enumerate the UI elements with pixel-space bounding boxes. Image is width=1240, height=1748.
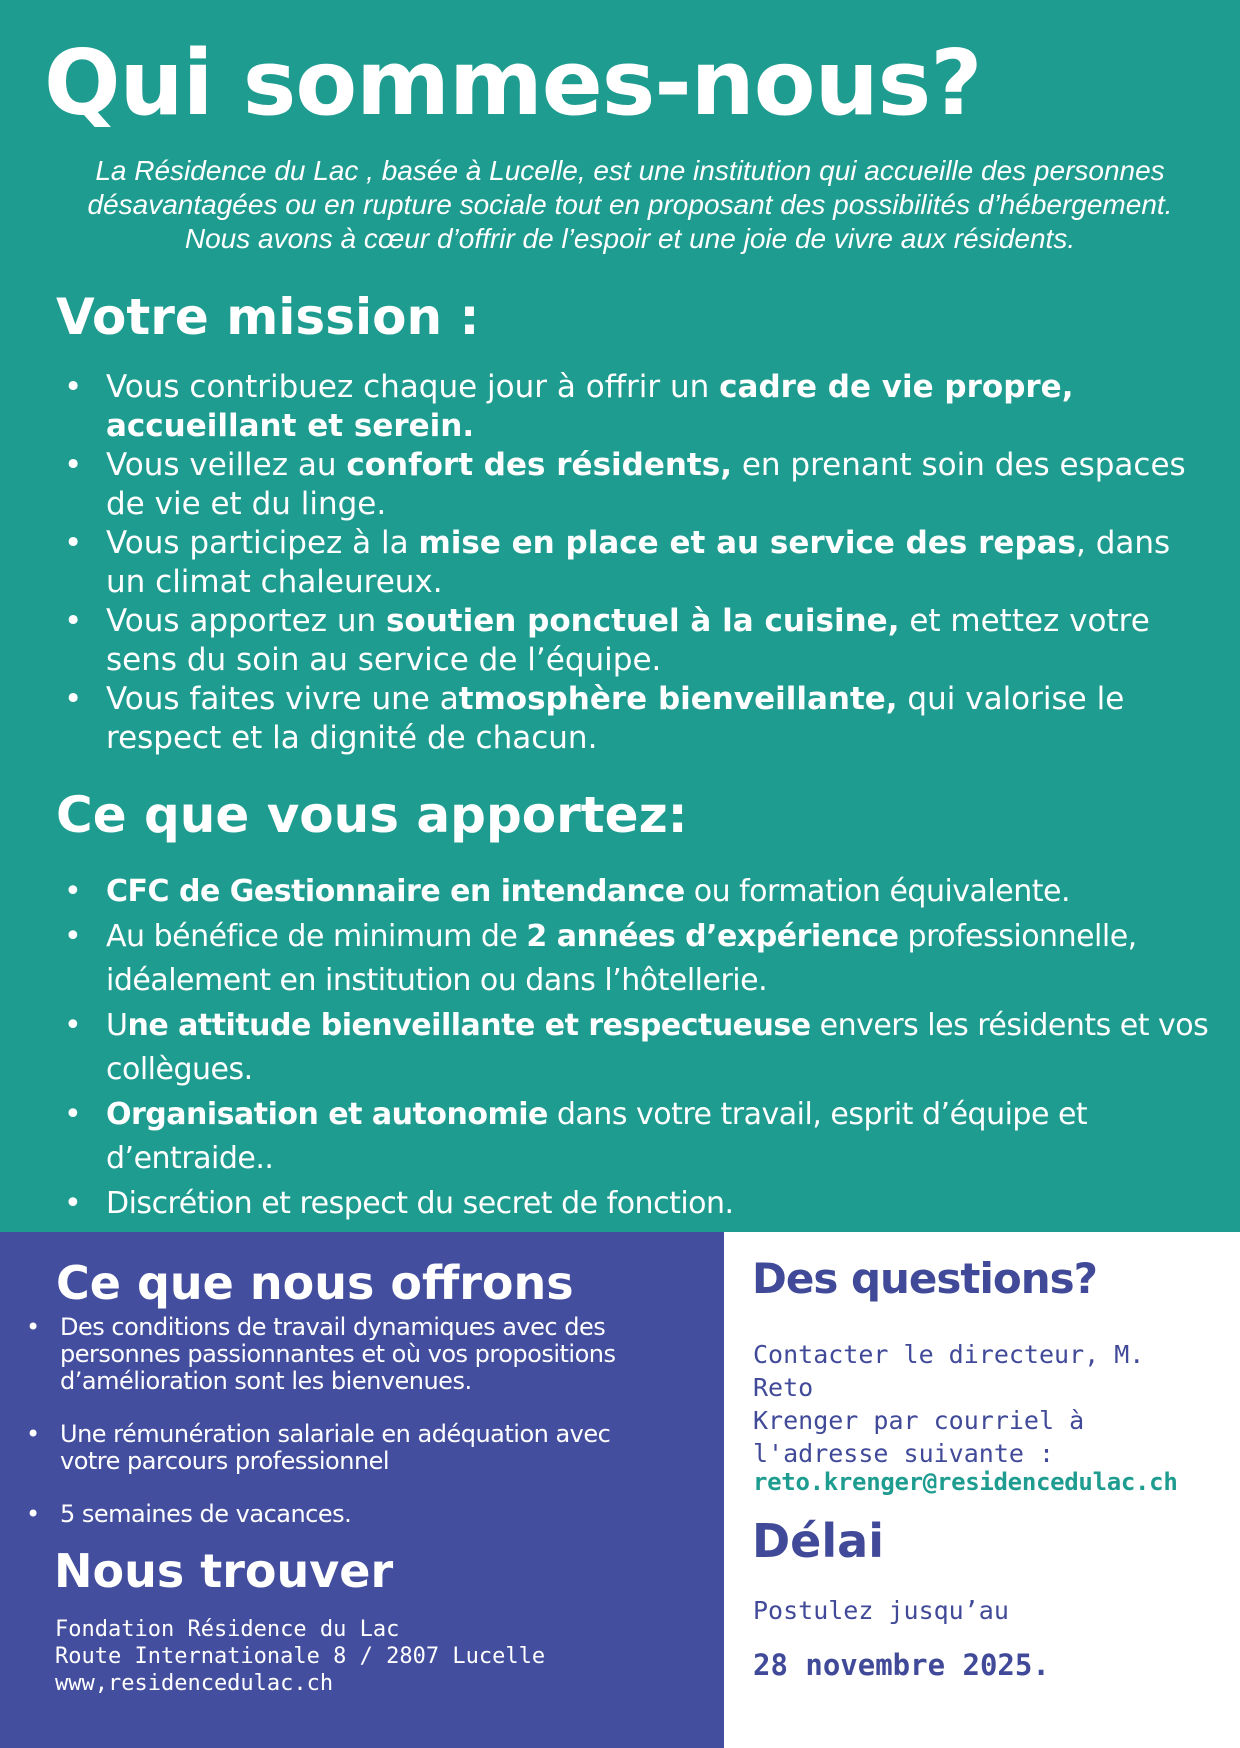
apportez-heading: Ce que vous apportez: xyxy=(56,786,688,844)
offrons-heading: Ce que nous offrons xyxy=(56,1256,574,1310)
address-line-organisation: Fondation Résidence du Lac xyxy=(55,1617,400,1642)
list-item: • Vous veillez au confort des résidents, en prenant soin des espaces de vie et du linge. xyxy=(62,446,1192,524)
list-item: • Une rémunération salariale en adéquation avec votre parcours professionnel xyxy=(26,1421,676,1475)
address-block xyxy=(55,1616,545,1697)
offer-panel xyxy=(0,1232,724,1748)
offrons-list xyxy=(26,1314,676,1528)
list-item: • Une attitude bienveillante et respectueuse envers les résidents et vos collègues. xyxy=(62,1004,1212,1093)
deadline-text: Postulez jusqu’au xyxy=(753,1596,1009,1625)
list-item: • Organisation et autonomie dans votre travail, esprit d’équipe et d’entraide.. xyxy=(62,1093,1212,1182)
list-item: • Vous contribuez chaque jour à offrir un cadre de vie propre, accueillant et serein. xyxy=(62,368,1192,446)
intro-paragraph: La Résidence du Lac , basée à Lucelle, est une institution qui accueille des personnes désavantagées ou en rupture sociale tout en proposant des possibilités d’hébergement. Nous avons à cœur d’offrir de l’espoir et une joie de vivre aux résidents. xyxy=(87,155,1173,254)
page-title: Qui sommes-nous? xyxy=(44,31,982,136)
trouver-heading: Nous trouver xyxy=(54,1544,394,1598)
list-item: • Vous participez à la mise en place et au service des repas, dans un climat chaleureux. xyxy=(62,524,1192,602)
mission-heading: Votre mission : xyxy=(56,288,480,346)
list-item: • Des conditions de travail dynamiques avec des personnes passionnantes et où vos propositions d’amélioration sont les bienvenues. xyxy=(26,1314,676,1395)
questions-heading: Des questions? xyxy=(752,1254,1098,1303)
address-line-street: Route Internationale 8 / 2807 Lucelle xyxy=(55,1644,546,1669)
list-item: • CFC de Gestionnaire en intendance ou formation équivalente. xyxy=(62,870,1212,915)
list-item: • Discrétion et respect du secret de fonction. xyxy=(62,1182,1212,1227)
website-text: www,residencedulac.ch xyxy=(55,1671,334,1696)
deadline-date: 28 novembre 2025. xyxy=(753,1648,1050,1682)
delai-heading: Délai xyxy=(752,1514,884,1568)
list-item: • Vous faites vivre une atmosphère bienveillante, qui valorise le respect et la dignité de chacun. xyxy=(62,680,1192,758)
email-address[interactable]: reto.krenger@residencedulac.ch xyxy=(753,1468,1178,1496)
list-item: • 5 semaines de vacances. xyxy=(26,1501,676,1528)
contact-text: Contacter le directeur, M. Reto Krenger par courriel à l'adresse suivante : xyxy=(753,1340,1145,1468)
apportez-list xyxy=(62,870,1212,1271)
contact-panel xyxy=(724,1232,1240,1748)
list-item: • Au bénéfice de minimum de 2 années d’expérience professionnelle, idéalement en institution ou dans l’hôtellerie. xyxy=(62,915,1212,1004)
mission-list xyxy=(62,368,1192,758)
list-item: • Vous apportez un soutien ponctuel à la cuisine, et mettez votre sens du soin au service de l’équipe. xyxy=(62,602,1192,680)
